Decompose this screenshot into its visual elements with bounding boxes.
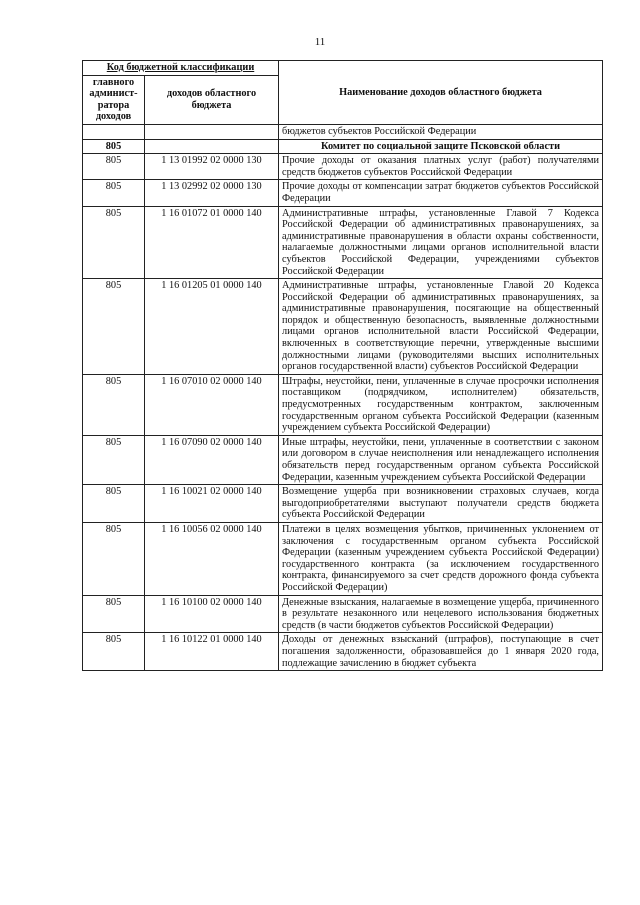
income-name-cell: Иные штрафы, неустойки, пени, уплаченные в соответствии с законом или договором в случае неисполнения или ненадлежащего исполнения обязательств перед государственным органом субъекта Российской Федерации, казенным учреждением субъекта Российской Федерации xyxy=(279,435,603,484)
admin-code-cell: 805 xyxy=(83,595,145,633)
income-code-cell: 1 16 07090 02 0000 140 xyxy=(145,435,279,484)
income-code-cell xyxy=(145,139,279,154)
table-row xyxy=(83,595,603,633)
admin-code-cell: 805 xyxy=(83,139,145,154)
income-code-cell: 1 13 01992 02 0000 130 xyxy=(145,154,279,180)
income-name-cell: Комитет по социальной защите Псковской области xyxy=(279,139,603,154)
table-row xyxy=(83,206,603,279)
table-row xyxy=(83,154,603,180)
income-name-cell: бюджетов субъектов Российской Федерации xyxy=(279,124,603,139)
table-row xyxy=(83,633,603,671)
name-column-header: Наименование доходов областного бюджета xyxy=(279,61,603,125)
table-row xyxy=(83,485,603,523)
admin-code-cell: 805 xyxy=(83,279,145,375)
admin-code-cell: 805 xyxy=(83,485,145,523)
income-name-cell: Прочие доходы от компенсации затрат бюджетов субъектов Российской Федерации xyxy=(279,180,603,206)
income-code-cell xyxy=(145,124,279,139)
income-code-cell: 1 16 01205 01 0000 140 xyxy=(145,279,279,375)
budget-classification-table xyxy=(82,60,603,671)
table-header-row xyxy=(83,61,603,76)
table-row xyxy=(83,374,603,435)
income-code-cell: 1 16 10056 02 0000 140 xyxy=(145,522,279,595)
table-row xyxy=(83,522,603,595)
table-row xyxy=(83,435,603,484)
admin-code-cell: 805 xyxy=(83,180,145,206)
table-body xyxy=(83,124,603,670)
income-name-cell: Платежи в целях возмещения убытков, причиненных уклонением от заключения с государственным органом субъекта Российской Федерации (казенным учреждением субъекта Российской Федерации) государственного контракта (за исключением государственного контракта, финансируемого за счет средств дорожного фонда субъекта Российской Федерации) xyxy=(279,522,603,595)
income-code-cell: 1 16 10100 02 0000 140 xyxy=(145,595,279,633)
table-row xyxy=(83,279,603,375)
income-name-cell: Прочие доходы от оказания платных услуг (работ) получателями средств бюджетов субъектов Российской Федерации xyxy=(279,154,603,180)
income-name-cell: Денежные взыскания, налагаемые в возмещение ущерба, причиненного в результате незаконного или нецелевого использования бюджетных средств (в части бюджетов субъектов Российской Федерации) xyxy=(279,595,603,633)
classification-header: Код бюджетной классификации xyxy=(83,61,279,76)
admin-code-cell: 805 xyxy=(83,435,145,484)
table-row xyxy=(83,124,603,139)
income-code-cell: 1 16 10122 01 0000 140 xyxy=(145,633,279,671)
income-code-cell: 1 16 01072 01 0000 140 xyxy=(145,206,279,279)
income-code-cell: 1 16 10021 02 0000 140 xyxy=(145,485,279,523)
income-name-cell: Штрафы, неустойки, пени, уплаченные в случае просрочки исполнения поставщиком (подрядчиком, исполнителем) обязательств, предусмотренных государственным контрактом, заключенным государственным органом субъекта Российской Федерации (казенным учреждением субъекта Российской Федерации) xyxy=(279,374,603,435)
admin-code-cell: 805 xyxy=(83,522,145,595)
income-name-cell: Доходы от денежных взысканий (штрафов), поступающие в счет погашения задолженности, образовавшейся до 1 января 2020 года, подлежащие зачислению в бюджет субъекта xyxy=(279,633,603,671)
admin-code-cell xyxy=(83,124,145,139)
income-name-cell: Административные штрафы, установленные Главой 20 Кодекса Российской Федерации об административных правонарушениях, за административные правонарушения, посягающие на общественный порядок и общественную безопасность, выявленные должностными лицами органов исполнительной власти Российской Федерации, включенных в соответствующие перечни, утвержденные высшими должностными лицами (руководителями высших исполнительных органов государственной власти) субъектов Российской Федерации xyxy=(279,279,603,375)
income-column-header: доходов областного бюджета xyxy=(145,75,279,124)
income-name-cell: Административные штрафы, установленные Главой 7 Кодекса Российской Федерации об административных правонарушениях, за административные правонарушения в области охраны собственности, налагаемые должностными лицами органов исполнительной власти субъектов Российской Федерации, учреждениями субъектов Российской Федерации xyxy=(279,206,603,279)
income-code-cell: 1 13 02992 02 0000 130 xyxy=(145,180,279,206)
admin-code-cell: 805 xyxy=(83,206,145,279)
admin-code-cell: 805 xyxy=(83,633,145,671)
table-row xyxy=(83,139,603,154)
income-name-cell: Возмещение ущерба при возникновении страховых случаев, когда выгодоприобретателями выступают получатели средств бюджета субъекта Российской Федерации xyxy=(279,485,603,523)
admin-code-cell: 805 xyxy=(83,374,145,435)
table-row xyxy=(83,180,603,206)
admin-column-header: главного админист- ратора доходов xyxy=(83,75,145,124)
page-number: 11 xyxy=(314,36,326,48)
admin-code-cell: 805 xyxy=(83,154,145,180)
income-code-cell: 1 16 07010 02 0000 140 xyxy=(145,374,279,435)
